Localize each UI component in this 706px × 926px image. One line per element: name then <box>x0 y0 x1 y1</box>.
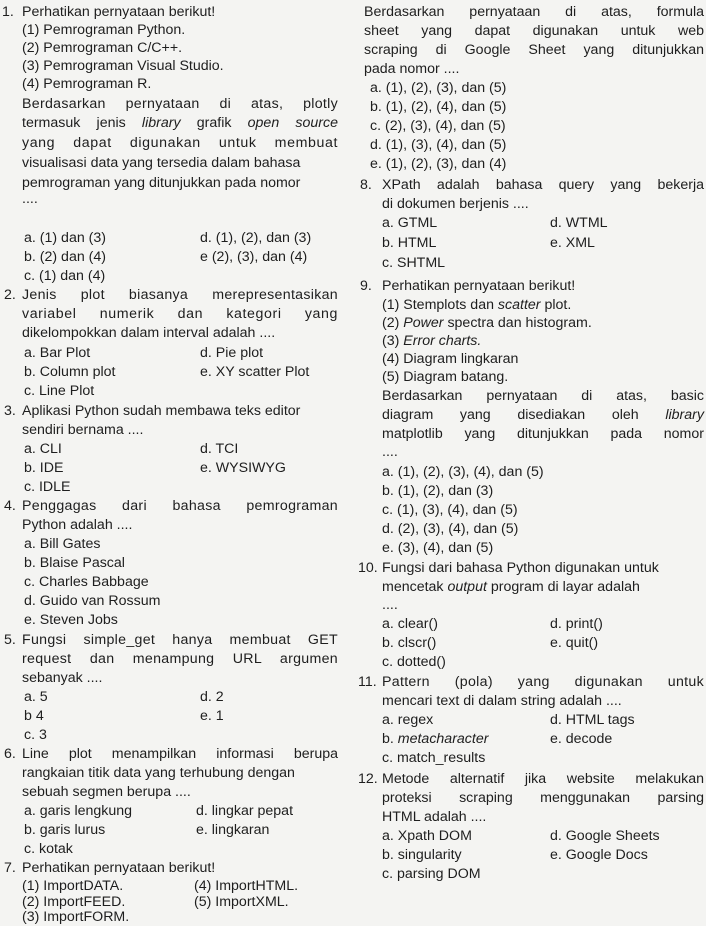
q7-item-4: (4) ImportHTML. <box>194 878 299 894</box>
q9-stem-line-4: .... <box>382 444 398 460</box>
q9-item-3: (3) Error charts. <box>382 333 482 349</box>
q4-stem-line-2: Python adalah .... <box>22 517 133 533</box>
q12-number: 12. <box>358 771 378 787</box>
q7-intro: Perhatikan pernyataan berikut! <box>22 860 216 876</box>
q4-option-e[interactable]: e. Steven Jobs <box>24 612 118 628</box>
q2-option-d[interactable]: d. Pie plot <box>200 345 264 361</box>
q3-number: 3. <box>4 403 16 419</box>
q5-option-a[interactable]: a. 5 <box>24 689 48 705</box>
q2-option-a[interactable]: a. Bar Plot <box>24 345 91 361</box>
q5-stem-line-3: sebanyak .... <box>22 670 103 686</box>
q1-number: 1. <box>2 4 14 20</box>
q10-option-b[interactable]: b. clscr() <box>382 635 437 651</box>
q6-option-c[interactable]: c. kotak <box>24 841 73 857</box>
q10-stem-line-3: .... <box>382 597 398 613</box>
q7-option-a[interactable]: a. (1), (2), (3), dan (5) <box>370 80 507 96</box>
q10-option-a[interactable]: a. clear() <box>382 616 438 632</box>
q9-item-5: (5) Diagram batang. <box>382 369 509 385</box>
q8-option-d[interactable]: d. WTML <box>550 215 608 231</box>
q11-option-a[interactable]: a. regex <box>382 712 434 728</box>
q7-item-1: (1) ImportDATA. <box>22 878 124 894</box>
q10-number: 10. <box>358 560 378 576</box>
q5-number: 5. <box>4 632 16 648</box>
q12-option-e[interactable]: e. Google Docs <box>550 847 648 863</box>
q11-stem-line-2: mencari text di dalam string adalah .... <box>382 693 622 709</box>
q10-option-d[interactable]: d. print() <box>550 616 603 632</box>
q9-item-1: (1) Stemplots dan scatter plot. <box>382 297 572 313</box>
q2-stem-line-2: variabel numerik dan kategori yang <box>22 306 338 322</box>
q6-stem-line-2: rangkaian titik data yang terhubung dengan <box>22 765 295 781</box>
q7-option-d[interactable]: d. (1), (3), (4), dan (5) <box>370 137 507 153</box>
q4-number: 4. <box>4 498 16 514</box>
q4-option-a[interactable]: a. Bill Gates <box>24 536 101 552</box>
q8-option-e[interactable]: e. XML <box>550 235 595 251</box>
q2-stem-line-3: dikelompokkan dalam interval adalah .... <box>22 325 276 341</box>
q3-option-b[interactable]: b. IDE <box>24 460 64 476</box>
q9-item-2: (2) Power spectra dan histogram. <box>382 315 592 331</box>
q1-item-2: (2) Pemrograman C/C++. <box>22 40 183 56</box>
q10-stem-line-1: Fungsi dari bahasa Python digunakan untuk <box>382 560 659 576</box>
q7-option-b[interactable]: b. (1), (2), (4), dan (5) <box>370 99 507 115</box>
q7-item-3: (3) ImportFORM. <box>22 909 130 925</box>
q4-option-b[interactable]: b. Blaise Pascal <box>24 555 125 571</box>
q11-option-e[interactable]: e. decode <box>550 731 613 747</box>
q7-item-5: (5) ImportXML. <box>194 894 289 910</box>
q7-stem-line-3: scraping di Google Sheet yang ditunjukkan <box>364 42 704 58</box>
q7-item-2: (2) ImportFEED. <box>22 894 126 910</box>
q9-number: 9. <box>360 278 372 294</box>
q1-stem-line-6: .... <box>22 191 38 207</box>
q9-option-e[interactable]: e. (3), (4), dan (5) <box>382 540 494 556</box>
q5-option-b[interactable]: b 4 <box>24 708 44 724</box>
q1-stem-line-5: pemrograman yang ditunjukkan pada nomor <box>22 175 301 191</box>
q5-stem-line-1: Fungsi simple_get hanya membuat GET <box>22 632 338 648</box>
q3-option-c[interactable]: c. IDLE <box>24 479 71 495</box>
q2-option-e[interactable]: e. XY scatter Plot <box>200 364 310 380</box>
q1-option-b[interactable]: b. (2) dan (4) <box>24 249 107 265</box>
q11-number: 11. <box>358 674 377 690</box>
q8-number: 8. <box>360 177 372 193</box>
q1-option-a[interactable]: a. (1) dan (3) <box>24 230 107 246</box>
q9-option-d[interactable]: d. (2), (3), (4), dan (5) <box>382 521 519 537</box>
q7-stem-line-2: sheet yang dapat digunakan untuk web <box>364 23 704 39</box>
q5-option-e[interactable]: e. 1 <box>200 708 224 724</box>
q1-item-4: (4) Pemrograman R. <box>22 76 152 92</box>
q11-stem-line-1: Pattern (pola) yang digunakan untuk <box>382 674 704 690</box>
q2-option-b[interactable]: b. Column plot <box>24 364 116 380</box>
q5-option-d[interactable]: d. 2 <box>200 689 224 705</box>
q7-number: 7. <box>4 860 16 876</box>
q4-stem-line-1: Penggagas dari bahasa pemrograman <box>22 498 338 514</box>
q9-option-c[interactable]: c. (1), (3), (4), dan (5) <box>382 502 518 518</box>
q6-option-a[interactable]: a. garis lengkung <box>24 803 133 819</box>
q1-stem-line-3: yang dapat digunakan untuk membuat <box>22 135 338 151</box>
q7-stem-line-1: Berdasarkan pernyataan di atas, formula <box>364 4 704 20</box>
q8-stem-line-2: di dokumen berjenis .... <box>382 196 529 212</box>
q4-option-d[interactable]: d. Guido van Rossum <box>24 593 161 609</box>
q1-option-c[interactable]: c. (1) dan (4) <box>24 268 106 284</box>
q12-stem-line-1: Metode alternatif jika website melakukan <box>382 771 704 787</box>
q8-option-b[interactable]: b. HTML <box>382 235 437 251</box>
q8-stem-line-1: XPath adalah bahasa query yang bekerja <box>382 177 704 193</box>
q1-option-e[interactable]: e (2), (3), dan (4) <box>200 249 308 265</box>
q1-stem-line-1: Berdasarkan pernyataan di atas, plotly <box>22 96 338 112</box>
q12-option-c[interactable]: c. parsing DOM <box>382 866 481 882</box>
q5-stem-line-2: request dan menampung URL argumen <box>22 651 338 667</box>
q9-stem-line-2: diagram yang disediakan oleh library <box>382 407 704 423</box>
q2-number: 2. <box>4 287 16 303</box>
q12-stem-line-2: proteksi scraping menggunakan parsing <box>382 790 704 806</box>
q8-option-a[interactable]: a. GTML <box>382 215 438 231</box>
q1-stem-line-2: termasuk jenis library grafik open source <box>22 115 338 131</box>
q6-stem-line-3: sebuah segmen berupa .... <box>22 784 191 800</box>
q11-option-b[interactable]: b. metacharacter <box>382 731 489 747</box>
q6-stem-line-1: Line plot menampilkan informasi berupa <box>22 746 338 762</box>
q7-option-e[interactable]: e. (1), (2), (3), dan (4) <box>370 156 507 172</box>
q6-option-b[interactable]: b. garis lurus <box>24 822 106 838</box>
q12-option-d[interactable]: d. Google Sheets <box>550 828 660 844</box>
q9-item-4: (4) Diagram lingkaran <box>382 351 519 367</box>
q6-option-d[interactable]: d. lingkar pepat <box>196 803 294 819</box>
q1-item-1: (1) Pemrograman Python. <box>22 22 186 38</box>
q3-option-a[interactable]: a. CLI <box>24 441 62 457</box>
q9-intro: Perhatikan pernyataan berikut! <box>382 278 576 294</box>
q10-option-c[interactable]: c. dotted() <box>382 654 446 670</box>
q7-option-c[interactable]: c. (2), (3), (4), dan (5) <box>370 118 506 134</box>
q7-stem-line-4: pada nomor .... <box>364 61 460 77</box>
q6-number: 6. <box>4 746 16 762</box>
q10-option-e[interactable]: e. quit() <box>550 635 599 651</box>
q12-option-a[interactable]: a. Xpath DOM <box>382 828 472 844</box>
q3-option-d[interactable]: d. TCI <box>200 441 239 457</box>
q6-option-e[interactable]: e. lingkaran <box>196 822 270 838</box>
q1-option-d[interactable]: d. (1), (2), dan (3) <box>200 230 312 246</box>
q9-option-a[interactable]: a. (1), (2), (3), (4), dan (5) <box>382 464 544 480</box>
q5-option-c[interactable]: c. 3 <box>24 727 47 743</box>
q3-option-e[interactable]: e. WYSIWYG <box>200 460 286 476</box>
q9-stem-line-3: matplotlib yang ditunjukkan pada nomor <box>382 426 704 442</box>
q1-intro: Perhatikan pernyataan berikut! <box>22 4 216 20</box>
q2-option-c[interactable]: c. Line Plot <box>24 383 95 399</box>
q3-stem-line-1: Aplikasi Python sudah membawa teks editor <box>22 403 301 419</box>
q12-stem-line-3: HTML adalah .... <box>382 809 487 825</box>
q1-item-3: (3) Pemrograman Visual Studio. <box>22 58 224 74</box>
q4-option-c[interactable]: c. Charles Babbage <box>24 574 149 590</box>
q2-stem-line-1: Jenis plot biasanya merepresentasikan <box>22 287 338 303</box>
q10-stem-line-2: mencetak output program di layar adalah <box>382 579 640 595</box>
q9-stem-line-1: Berdasarkan pernyataan di atas, basic <box>382 388 704 404</box>
q9-option-b[interactable]: b. (1), (2), dan (3) <box>382 483 494 499</box>
q11-option-d[interactable]: d. HTML tags <box>550 712 635 728</box>
q1-stem-line-4: visualisasi data yang tersedia dalam bahasa <box>22 155 301 171</box>
q3-stem-line-2: sendiri bernama .... <box>22 422 144 438</box>
q8-option-c[interactable]: c. SHTML <box>382 255 446 271</box>
q12-option-b[interactable]: b. singularity <box>382 847 462 863</box>
q11-option-c[interactable]: c. match_results <box>382 750 486 766</box>
